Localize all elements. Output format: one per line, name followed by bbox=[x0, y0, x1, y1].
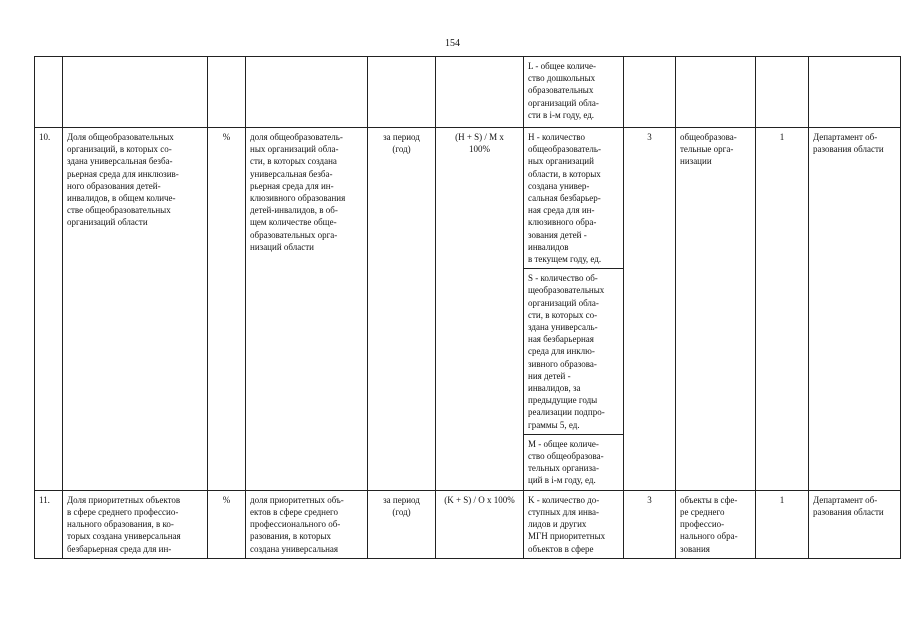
indicator-name bbox=[63, 57, 208, 128]
indicator-name: Доля приоритетных объектов в сфере среднего профессио- нального образования, в ко- торых создана универсальная безбарьерная среда для ин- bbox=[63, 490, 208, 558]
formula-component: S - количество об- щеобразовательных организаций обла- сти, в которых со- здана универсаль- ная безбарьерная среда для инклю- зивного образова- ния детей - инвалидов, за предыдущие годы реализации подпро- граммы 5, ед. bbox=[524, 268, 623, 431]
table-row bbox=[35, 490, 901, 558]
period-cell: за период (год) bbox=[368, 128, 436, 491]
page-number: 154 bbox=[445, 38, 460, 49]
unit-cell: % bbox=[208, 128, 246, 491]
formula-cell: (Н + S) / М х 100% bbox=[436, 128, 524, 491]
formula-component: K - количество до- ступных для инва- лидов и других МГН приоритетных объектов в сфере bbox=[524, 490, 624, 558]
formula-component: М - общее количе- ство общеобразова- тельных организа- ций в i-м году, ед. bbox=[524, 434, 623, 487]
period-cell bbox=[368, 57, 436, 128]
definition-cell: доля приоритетных объ- ектов в сфере среднего профессионального об- разования, в которых создана универсальная bbox=[246, 490, 368, 558]
formula-cell: (K + S) / О х 100% bbox=[436, 490, 524, 558]
object-cell bbox=[676, 57, 756, 128]
responsible-cell: Департамент об- разования области bbox=[809, 128, 901, 491]
responsible-cell: Департамент об- разования области bbox=[809, 490, 901, 558]
row-number: 11. bbox=[35, 490, 63, 558]
formula-component: L - общее количе- ство дошкольных образовательных организаций обла- сти в i-м году, ед. bbox=[524, 57, 624, 128]
responsible-cell bbox=[809, 57, 901, 128]
row-number: 10. bbox=[35, 128, 63, 491]
object-cell: объекты в сфе- ре среднего профессио- нального обра- зования bbox=[676, 490, 756, 558]
object-cell: общеобразова- тельные орга- низации bbox=[676, 128, 756, 491]
definition-cell: доля общеобразователь- ных организаций обла- сти, в которых создана универсальная безба- рьерная среда для ин- клюзивного образования детей-инвалидов, в об- щем количестве обще- образовательных орга- низаций области bbox=[246, 128, 368, 491]
table-row bbox=[35, 57, 901, 128]
period-cell: за период (год) bbox=[368, 490, 436, 558]
indicator-name: Доля общеобразовательных организаций, в которых со- здана универсальная безба- рьерная среда для инклюзив- ного образования детей- инвалидов, в общем количе- стве общеобразовательных организаций области bbox=[63, 128, 208, 491]
source-cell: 1 bbox=[756, 128, 809, 491]
method-cell: 3 bbox=[624, 128, 676, 491]
formula-component: Н - количество общеобразователь- ных организаций области, в которых создана универ- сальная безбарьер- ная среда для ин- клюзивного обра- зования детей - инвалидов в текущем году, ед. bbox=[528, 132, 602, 265]
table-row bbox=[35, 128, 901, 491]
unit-cell: % bbox=[208, 490, 246, 558]
method-cell bbox=[624, 57, 676, 128]
method-cell: 3 bbox=[624, 490, 676, 558]
source-cell bbox=[756, 57, 809, 128]
unit-cell bbox=[208, 57, 246, 128]
indicators-table bbox=[34, 56, 901, 559]
row-number bbox=[35, 57, 63, 128]
source-cell: 1 bbox=[756, 490, 809, 558]
formula-components bbox=[524, 128, 624, 491]
formula-cell bbox=[436, 57, 524, 128]
definition-cell bbox=[246, 57, 368, 128]
